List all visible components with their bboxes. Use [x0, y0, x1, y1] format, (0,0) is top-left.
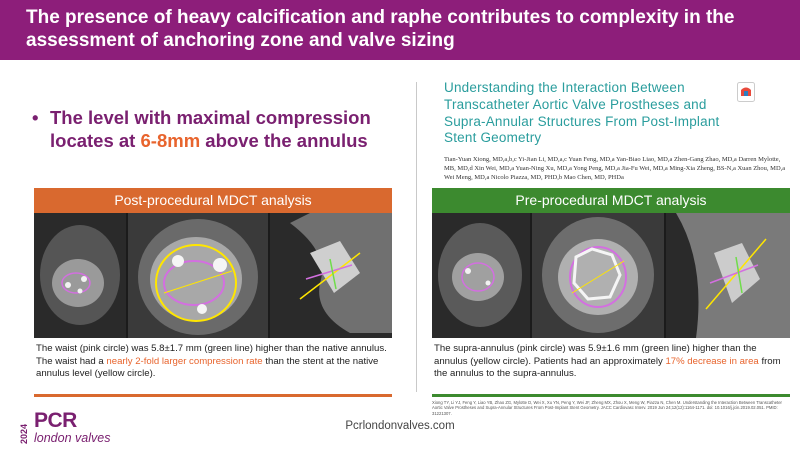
- pre-caption-highlight: 17% decrease in area: [665, 355, 759, 367]
- key-point-text-start: The level with maximal compression locates at: [50, 107, 371, 151]
- ct-image-pre-axial-small: [432, 213, 530, 338]
- slide-title: The presence of heavy calcification and raphe contributes to complexity in the assessment of anchoring zone and valve sizing: [26, 7, 735, 51]
- pre-procedural-ct-images: [432, 213, 790, 338]
- pre-procedural-underline: [432, 394, 790, 397]
- key-point-text: [50, 106, 400, 152]
- title-banner: [0, 0, 800, 60]
- pcr-london-valves-logo: [18, 410, 148, 446]
- key-point-text-end: above the annulus: [200, 130, 368, 151]
- ct-image-axial-large: [128, 213, 268, 338]
- ct-image-longitudinal: [270, 213, 392, 338]
- paper-citation: Xiong TY, Li YJ, Feng Y, Liao YB, Zhao ZG, Mylotte D, Wei X, Xu YN, Peng Y, Wei JF, Zheng MX, Zhou X, Meng W, Piazza N, Chen M. Understanding the Interaction Between Transcatheter Aortic Valve Prostheses and Supra-Annular Structures From Post-Implant Stent Geometry. JACC Cardiovasc Interv. 2019 Jun 24;12(12):1164-1171. doi: 10.1016/j.jcin.2019.02.051. PMID: 31221307.: [432, 400, 782, 416]
- pre-procedural-panel: [432, 188, 790, 398]
- pre-caption-text-start: The supra-annulus (pink circle) was 5.9±1.6 mm (green line) higher than the annulus (yellow circle). Patients had an approximately: [434, 343, 757, 367]
- pre-procedural-header: Pre-procedural MDCT analysis: [432, 188, 790, 213]
- website-link[interactable]: Pcrlondonvalves.com: [345, 420, 455, 432]
- post-caption-text-start: The waist (pink circle) was 5.8±1.7 mm (green line) higher than the native annulus. The waist had a: [36, 343, 387, 367]
- ct-image-pre-longitudinal: [666, 213, 790, 338]
- post-procedural-ct-images: [34, 213, 392, 338]
- paper-title: Understanding the Interaction Between Transcatheter Aortic Valve Prostheses and Supra-Annular Structures From Post-Implant Stent Geometry: [444, 80, 720, 146]
- key-point-highlight: 6-8mm: [140, 130, 201, 151]
- post-procedural-panel: [34, 188, 392, 398]
- post-procedural-header: Post-procedural MDCT analysis: [34, 188, 392, 213]
- logo-subtitle: london valves: [34, 431, 111, 445]
- logo-year-text: 2024: [19, 423, 29, 444]
- pre-caption-text-end: from the annulus to the supra-annulus.: [434, 355, 781, 379]
- post-caption-text-end: than the stent at the native annulus level (yellow circle).: [36, 355, 379, 379]
- crossmark-icon: [737, 82, 755, 102]
- logo-brand: PCR: [34, 409, 77, 432]
- ct-image-pre-axial-large: [532, 213, 664, 338]
- column-divider: [416, 82, 417, 392]
- paper-authors: Tian-Yuan Xiong, MD,a,b,c Yi-Jian Li, MD,a,c Yuan Feng, MD,a Yan-Biao Liao, MD,a Zhen-Gang Zhao, MD,a Darren Mylotte, MB, MD,d Xin Wei, MD,a Yuan-Ning Xu, MD,a Yong Peng, MD,a Jia-Fu Wei, MD,a Ming-Xia Zheng, BS-N,a Xuan Zhou, MD,a Wei Meng, MD,a Nicolo Piazza, MD, PHD,b Mao Chen, MD, PHDa: [444, 156, 786, 181]
- post-procedural-underline: [34, 394, 392, 397]
- bullet-marker: •: [32, 107, 39, 128]
- pre-procedural-caption: [434, 343, 788, 381]
- post-caption-highlight: nearly 2-fold larger compression rate: [106, 355, 263, 367]
- logo-year-vertical: [18, 412, 30, 446]
- ct-image-axial-small: [34, 213, 126, 338]
- post-procedural-caption: [36, 343, 390, 381]
